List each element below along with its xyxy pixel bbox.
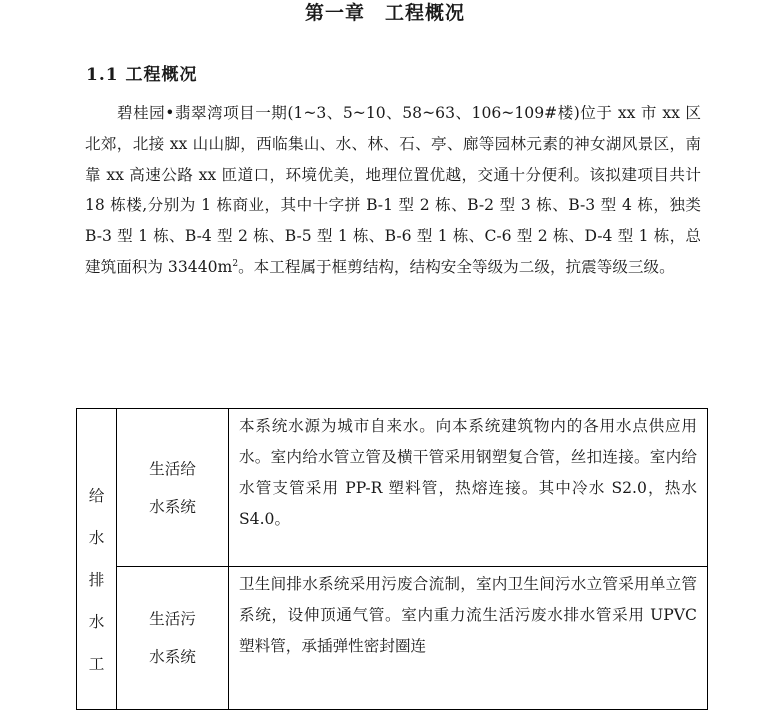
water-system-table [76, 408, 708, 710]
table-row [77, 567, 708, 710]
category-char: 排 [88, 571, 105, 589]
system-name: 生活污水系统 [149, 610, 196, 666]
area-unit-superscript: 2 [232, 258, 239, 269]
overview-paragraph [85, 98, 701, 283]
overview-text-end: 。本工程属于框剪结构，结构安全等级为二级，抗震等级三级。 [238, 257, 675, 276]
section-title: 1.1 工程概况 [86, 65, 198, 85]
table-row [77, 409, 708, 567]
category-char: 水 [88, 613, 105, 631]
category-cell [77, 409, 117, 710]
overview-text: 碧桂园•翡翠湾项目一期(1~3、5~10、58~63、106~109#楼)位于 xx 市 xx 区北郊，北接 xx 山山脚，西临集山、水、林、石、亭、廊等园林元素的神女湖风景区，南靠 xx 高速公路 xx 匝道口，环境优美，地理位置优越，交通十分便利。该拟建项目共计 18 栋楼,分别为 1 栋商业，其中十字拼 B-1 型 2 栋、B-2 型 3 栋、B-3 型 4 栋，独类 B-3 型 1 栋、B-4 型 2 栋、B-5 型 1 栋、B-6 型 1 栋、C-6 型 2 栋、D-4 型 1 栋，总建筑面积为 33440m [85, 104, 702, 276]
system-description: 本系统水源为城市自来水。向本系统建筑物内的各用水点供应用水。室内给水管立管及横干管采用钢塑复合管，丝扣连接。室内给水管支管采用 PP-R 塑料管，热熔连接。其中冷水 S2.0，热水 S4.0。 [229, 409, 708, 567]
category-char: 工 [88, 655, 105, 673]
system-name-cell [117, 409, 229, 567]
system-name-cell [117, 567, 229, 710]
system-name: 生活给水系统 [149, 459, 196, 516]
category-char: 水 [88, 529, 105, 547]
system-description: 卫生间排水系统采用污废合流制，室内卫生间污水立管采用单立管系统，设伸顶通气管。室内重力流生活污废水排水管采用 UPVC 塑料管，承插弹性密封圈连 [229, 567, 708, 710]
chapter-title: 第一章 工程概况 [304, 2, 465, 24]
category-char: 给 [88, 487, 105, 505]
